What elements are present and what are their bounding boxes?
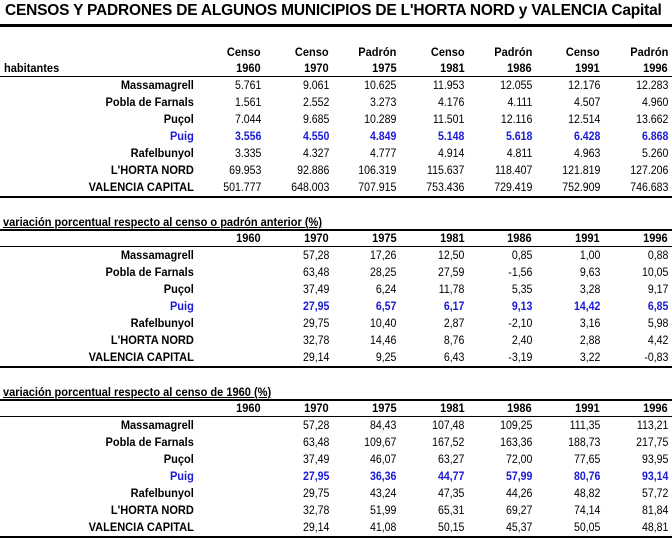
column-header-year-text: 1970 — [303, 231, 329, 245]
row-label: Rafelbunyol — [130, 316, 194, 330]
data-cell: 47,35 — [438, 486, 465, 500]
data-cell: 46,07 — [370, 452, 397, 466]
data-cell: 29,14 — [273, 519, 333, 537]
row-label: Puig — [169, 299, 194, 313]
table-row — [0, 247, 672, 265]
row-label: Pobla de Farnals — [105, 95, 194, 109]
column-header-year-text: 1970 — [303, 401, 329, 415]
data-cell: 93,95 — [642, 452, 669, 466]
data-cell: 51,99 — [370, 503, 397, 517]
data-cell: 12,50 — [438, 248, 465, 262]
row-label: Puçol — [163, 452, 194, 466]
data-cell: 12.283 — [636, 78, 669, 92]
data-cell: -0,83 — [612, 349, 672, 367]
data-cell: 14,42 — [574, 299, 601, 313]
column-header-type — [197, 44, 265, 60]
data-cell: 29,75 — [302, 486, 329, 500]
data-cell: 57,99 — [506, 469, 533, 483]
data-cell: 11.953 — [433, 78, 465, 92]
data-cell: 5,35 — [512, 282, 533, 296]
data-cell — [205, 281, 265, 298]
data-cell — [205, 451, 265, 468]
data-cell: 9,13 — [512, 299, 533, 313]
section-title-variation-1960: variación porcentual respecto al censo de 1960 (%) — [3, 385, 272, 399]
row-label: VALENCIA CAPITAL — [16, 519, 197, 537]
data-cell: 109,25 — [500, 418, 533, 432]
row-label: Puig — [169, 129, 194, 143]
row-label: L'HORTA NORD — [110, 333, 194, 347]
column-header-year-text: 1975 — [371, 61, 397, 75]
data-cell: 77,65 — [574, 452, 601, 466]
column-header-year-text: 1996 — [643, 401, 668, 415]
column-header-year — [400, 230, 468, 247]
data-cell: 4.550 — [302, 129, 329, 143]
column-header-year — [468, 400, 536, 417]
data-cell: 9.061 — [302, 78, 329, 92]
column-header-type-text: Censo — [430, 45, 465, 59]
table-row — [0, 281, 672, 298]
data-cell: 50,05 — [544, 519, 604, 537]
column-header-type — [332, 44, 400, 60]
data-cell: 6,57 — [376, 299, 397, 313]
data-cell: 63,48 — [302, 435, 329, 449]
data-cell — [205, 349, 265, 367]
data-cell: 10,05 — [642, 265, 669, 279]
data-cell: 4.963 — [574, 146, 601, 160]
data-cell: 4.777 — [370, 146, 397, 160]
data-cell: 12.514 — [568, 112, 601, 126]
data-cell — [205, 468, 265, 485]
column-header-year-text: 1960 — [235, 231, 261, 245]
row-label: Puçol — [163, 282, 194, 296]
data-cell: 753.436 — [408, 179, 468, 197]
data-cell: 111,35 — [569, 418, 601, 432]
data-cell: 3,22 — [544, 349, 604, 367]
column-header-type-text: Censo — [294, 45, 329, 59]
row-label: L'HORTA NORD — [110, 503, 194, 517]
data-cell: 74,14 — [574, 503, 601, 517]
data-cell: 48,82 — [574, 486, 601, 500]
data-cell: 217,75 — [636, 435, 669, 449]
data-cell: 4.176 — [438, 95, 465, 109]
data-cell: 63,27 — [438, 452, 465, 466]
data-cell: 81,84 — [642, 503, 669, 517]
data-cell: 93,14 — [642, 469, 669, 483]
data-cell: 7.044 — [234, 112, 262, 126]
data-cell: 5.761 — [234, 78, 262, 92]
header-row-years — [0, 230, 672, 247]
data-cell: 41,08 — [341, 519, 401, 537]
column-header-year-text: 1975 — [371, 401, 397, 415]
column-header-type-text: Padrón — [358, 45, 397, 59]
column-header-year — [468, 60, 536, 77]
data-cell: 167,52 — [432, 435, 465, 449]
row-label: Rafelbunyol — [130, 486, 194, 500]
data-cell: 36,36 — [370, 469, 397, 483]
column-header-year-text: 1986 — [507, 401, 533, 415]
data-cell: 4.914 — [438, 146, 465, 160]
data-cell — [205, 298, 265, 315]
row-label: Puig — [169, 469, 194, 483]
data-cell: 32,78 — [302, 333, 329, 347]
column-header-year — [197, 60, 265, 77]
data-cell: 37,49 — [302, 452, 329, 466]
data-cell: 37,49 — [302, 282, 329, 296]
data-cell: 32,78 — [302, 503, 329, 517]
data-cell: 2,40 — [512, 333, 533, 347]
column-header-year-text: 1975 — [371, 231, 397, 245]
page-title: CENSOS Y PADRONES DE ALGUNOS MUNICIPIOS DE L'HORTA NORD y VALENCIA Capital — [5, 2, 662, 19]
data-cell: 163,36 — [500, 435, 533, 449]
data-cell: 6.428 — [574, 129, 601, 143]
data-cell: 752.909 — [544, 179, 604, 197]
table-row — [0, 145, 672, 162]
row-label: Massamagrell — [120, 78, 194, 92]
data-cell: 44,77 — [438, 469, 465, 483]
table-row — [0, 502, 672, 519]
data-cell: 707.915 — [341, 179, 401, 197]
column-header-year — [604, 60, 672, 77]
data-cell: 12.176 — [568, 78, 601, 92]
data-cell: 9,63 — [579, 265, 601, 279]
data-cell — [205, 315, 265, 332]
data-cell: 3.273 — [370, 95, 397, 109]
data-cell: 501.777 — [205, 179, 265, 197]
column-header-type — [468, 44, 536, 60]
column-header-type-text: Censo — [226, 45, 261, 59]
column-header-year-text: 1981 — [439, 401, 465, 415]
table-row — [0, 485, 672, 502]
data-cell: 9,17 — [647, 282, 669, 296]
column-header-year — [604, 230, 672, 247]
column-header-year — [536, 400, 604, 417]
column-header-year-text: 1996 — [643, 61, 668, 75]
data-cell — [205, 247, 265, 265]
data-cell: 80,76 — [574, 469, 601, 483]
data-cell: 12.116 — [501, 112, 533, 126]
row-label: Massamagrell — [120, 248, 194, 262]
data-cell: 4.849 — [370, 129, 397, 143]
data-cell: 9.685 — [302, 112, 329, 126]
data-cell: 69,27 — [506, 503, 533, 517]
column-header-year-text: 1986 — [507, 61, 533, 75]
column-header-year-text: 1960 — [235, 61, 261, 75]
column-header-year — [400, 60, 468, 77]
data-cell: 6,43 — [408, 349, 468, 367]
data-cell: 10.625 — [364, 78, 397, 92]
row-label: Rafelbunyol — [130, 146, 194, 160]
data-cell: 4.960 — [642, 95, 669, 109]
data-cell — [205, 519, 265, 537]
data-cell — [205, 434, 265, 451]
data-cell: 44,26 — [506, 486, 533, 500]
data-cell: 27,59 — [438, 265, 465, 279]
table-row — [0, 264, 672, 281]
column-header-type-text: Padrón — [494, 45, 533, 59]
column-header-type — [400, 44, 468, 60]
data-cell: 6.868 — [642, 129, 669, 143]
data-cell: 746.683 — [612, 179, 672, 197]
data-cell: 121.819 — [562, 163, 601, 177]
table-row — [0, 468, 672, 485]
column-header-year — [265, 230, 333, 247]
data-cell: 2,87 — [444, 316, 465, 330]
column-header-year-text: 1986 — [507, 231, 533, 245]
data-cell — [205, 264, 265, 281]
column-header-year — [468, 230, 536, 247]
table-row — [0, 179, 672, 197]
data-cell: 10.289 — [364, 112, 397, 126]
column-header-year — [265, 60, 333, 77]
column-header-year — [197, 230, 265, 247]
data-cell: 3,28 — [579, 282, 601, 296]
title-rule — [0, 24, 672, 27]
column-header-type — [604, 44, 672, 60]
table-row — [0, 519, 672, 537]
data-cell: 2.552 — [302, 95, 329, 109]
header-row-types — [0, 44, 672, 60]
column-header-year-text: 1991 — [575, 231, 601, 245]
table-row — [0, 434, 672, 451]
data-cell — [205, 417, 265, 435]
data-cell: 72,00 — [506, 452, 533, 466]
data-cell: 8,76 — [444, 333, 465, 347]
data-cell: 6,24 — [376, 282, 397, 296]
column-header-year-text: 1970 — [303, 61, 329, 75]
data-cell: -3,19 — [476, 349, 536, 367]
column-header-year — [536, 60, 604, 77]
table-row — [0, 417, 672, 435]
table-row — [0, 332, 672, 349]
data-cell: 1.561 — [234, 95, 262, 109]
header-row-years — [0, 400, 672, 417]
data-cell: 3,16 — [579, 316, 601, 330]
data-cell: 12.055 — [500, 78, 533, 92]
data-cell: 10,40 — [370, 316, 397, 330]
data-cell: 29,75 — [302, 316, 329, 330]
data-cell: 92.886 — [296, 163, 329, 177]
column-header-type — [265, 44, 333, 60]
data-cell: 2,88 — [579, 333, 601, 347]
data-cell: 3.556 — [234, 129, 262, 143]
column-header-year — [332, 60, 400, 77]
column-header-year — [536, 230, 604, 247]
data-cell: 11,78 — [439, 282, 465, 296]
data-cell: 9,25 — [341, 349, 401, 367]
column-header-year — [604, 400, 672, 417]
data-cell: 27,95 — [302, 299, 329, 313]
data-cell: 1,00 — [579, 248, 601, 262]
data-cell: 106.319 — [358, 163, 397, 177]
data-cell: -2,10 — [508, 316, 533, 330]
column-header-year — [197, 400, 265, 417]
data-cell: 5.148 — [438, 129, 465, 143]
row-label: Pobla de Farnals — [105, 435, 194, 449]
data-cell: 13.662 — [636, 112, 669, 126]
data-cell: 45,37 — [476, 519, 536, 537]
data-cell: 107,48 — [432, 418, 465, 432]
data-cell: 188,73 — [568, 435, 601, 449]
data-cell: 648.003 — [273, 179, 333, 197]
column-header-type-text: Censo — [566, 45, 601, 59]
table-row — [0, 298, 672, 315]
variation-1960-table — [0, 400, 672, 538]
data-cell: 57,28 — [302, 248, 329, 262]
column-header-year-text: 1991 — [575, 61, 601, 75]
table-row — [0, 128, 672, 145]
column-header-year-text: 1981 — [439, 61, 465, 75]
row-label: L'HORTA NORD — [110, 163, 194, 177]
data-cell: 118.407 — [495, 163, 533, 177]
data-cell: 27,95 — [302, 469, 329, 483]
data-cell: 29,14 — [273, 349, 333, 367]
data-cell: -1,56 — [508, 265, 533, 279]
data-cell: 28,25 — [370, 265, 397, 279]
row-label: Massamagrell — [120, 418, 194, 432]
column-header-year — [332, 230, 400, 247]
data-cell: 127.206 — [630, 163, 669, 177]
data-cell: 5,98 — [647, 316, 669, 330]
population-table — [0, 44, 672, 198]
data-cell — [205, 502, 265, 519]
column-header-year — [400, 400, 468, 417]
column-header-year — [265, 400, 333, 417]
data-cell: 4.111 — [507, 95, 533, 109]
column-header-year-text: 1960 — [235, 401, 261, 415]
data-cell: 115.637 — [427, 163, 465, 177]
row-label: VALENCIA CAPITAL — [16, 349, 197, 367]
data-cell: 0,88 — [647, 248, 669, 262]
data-cell: 63,48 — [302, 265, 329, 279]
data-cell: 69.953 — [228, 163, 262, 177]
data-cell: 109,67 — [364, 435, 397, 449]
header-row-years — [0, 60, 672, 77]
data-cell: 5.260 — [642, 146, 669, 160]
data-cell: 3.335 — [234, 146, 262, 160]
data-cell: 65,31 — [438, 503, 465, 517]
section-title-variation-previous: variación porcentual respecto al censo o padrón anterior (%) — [3, 215, 323, 229]
data-cell: 50,15 — [408, 519, 468, 537]
column-header-year-text: 1991 — [575, 401, 601, 415]
table-row — [0, 315, 672, 332]
data-cell: 113,21 — [636, 418, 669, 432]
column-header-type — [536, 44, 604, 60]
data-cell — [205, 485, 265, 502]
data-cell: 48,81 — [612, 519, 672, 537]
table-row — [0, 451, 672, 468]
row-label: VALENCIA CAPITAL — [16, 179, 197, 197]
data-cell: 57,72 — [642, 486, 669, 500]
data-cell: 0,85 — [512, 248, 533, 262]
data-cell: 4.327 — [302, 146, 329, 160]
variation-previous-table — [0, 230, 672, 368]
row-label: Puçol — [163, 112, 194, 126]
table-row — [0, 349, 672, 367]
data-cell: 11.501 — [433, 112, 465, 126]
table-row — [0, 77, 672, 95]
column-header-type-text: Padrón — [629, 45, 668, 59]
row-label: Pobla de Farnals — [105, 265, 194, 279]
table-row — [0, 111, 672, 128]
data-cell: 5.618 — [506, 129, 533, 143]
data-cell: 17,26 — [370, 248, 397, 262]
data-cell: 57,28 — [302, 418, 329, 432]
data-cell: 4.507 — [574, 95, 601, 109]
data-cell: 729.419 — [476, 179, 536, 197]
data-cell: 84,43 — [370, 418, 397, 432]
data-cell: 43,24 — [370, 486, 397, 500]
data-cell: 6,17 — [444, 299, 465, 313]
data-cell: 14,46 — [370, 333, 397, 347]
data-cell — [205, 332, 265, 349]
data-cell: 4,42 — [647, 333, 669, 347]
data-cell: 4.811 — [506, 146, 533, 160]
column-header-year-text: 1981 — [439, 231, 465, 245]
column-header-year-text: 1996 — [643, 231, 668, 245]
table-row — [0, 162, 672, 179]
corner-label: habitantes — [0, 60, 197, 77]
data-cell: 6,85 — [647, 299, 669, 313]
column-header-year — [332, 400, 400, 417]
table-row — [0, 94, 672, 111]
